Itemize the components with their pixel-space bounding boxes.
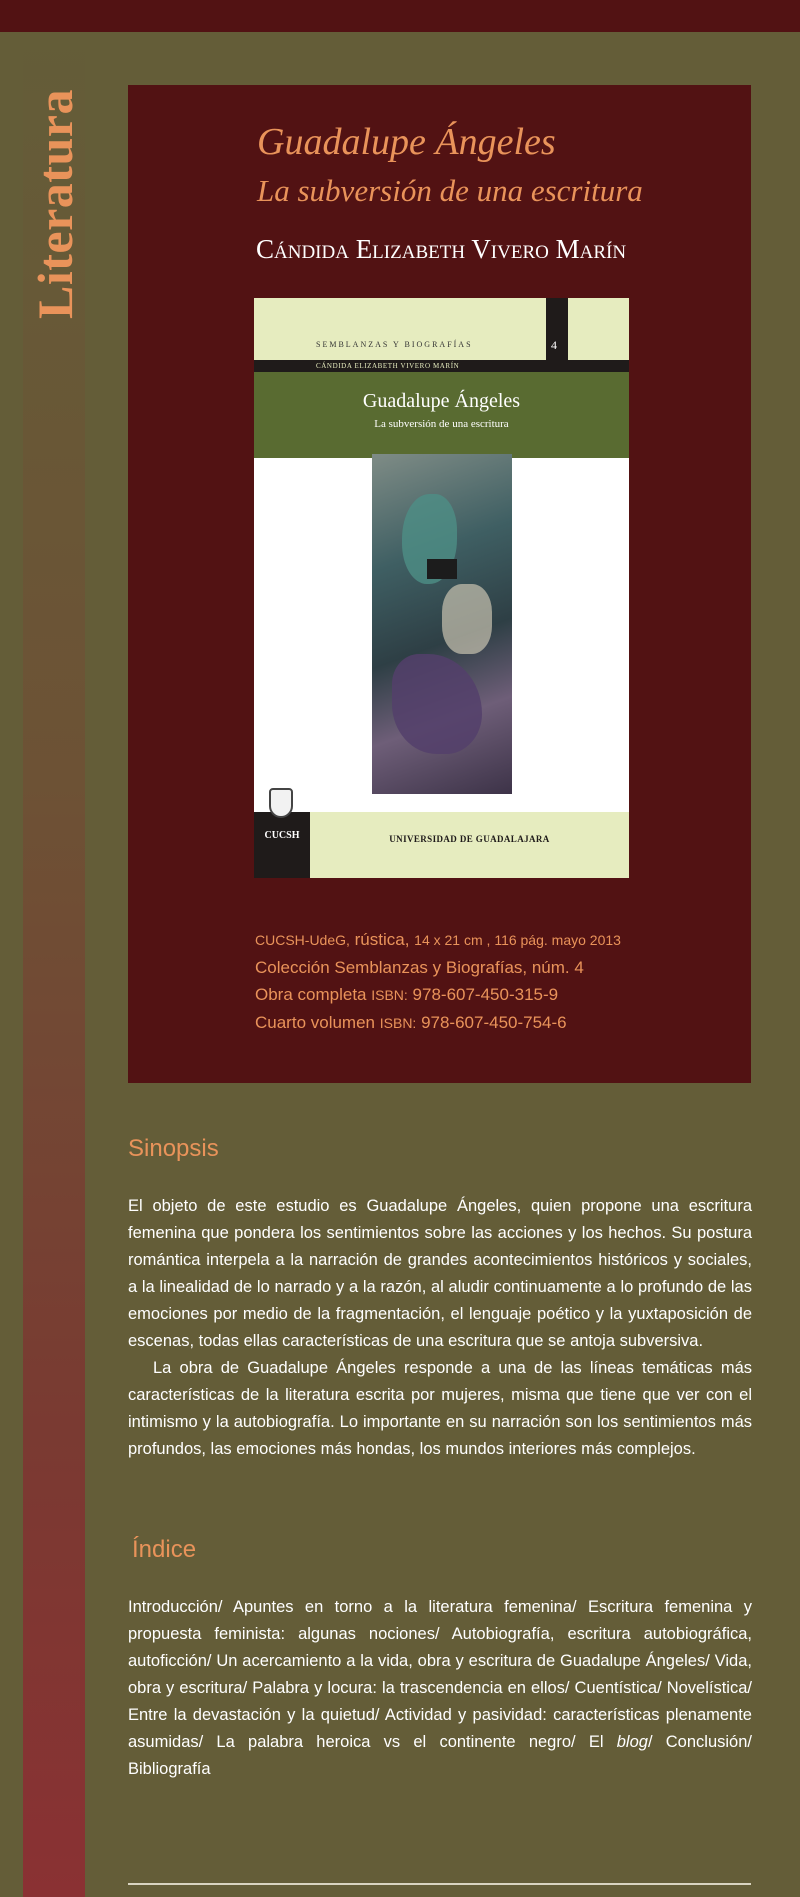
cover-author: CÁNDIDA ELIZABETH VIVERO MARÍN — [316, 362, 460, 370]
synopsis-text — [128, 1193, 752, 1463]
synopsis-paragraph: El objeto de este estudio es Guadalupe Ángeles, quien propone una escritura femenina que pondera los sentimientos sobre las acciones y los hechos. Su postura romántica interpela a la narración de grandes acontecimientos históricos y sociales, a la linealidad de lo narrado y a la razón, al aludir continuamente a lo profundo de las emociones por medio de la fragmentación, el lenguaje poético y la yuxtaposición de escenas, todas ellas características de una escritura que se antoja subversiva. — [128, 1197, 752, 1350]
cover-logo-block — [254, 812, 310, 878]
cover-artwork — [372, 454, 512, 794]
meta-collection: Colección Semblanzas y Biografías, núm. 4 — [255, 958, 584, 977]
cover-number-bar — [546, 298, 568, 360]
meta-line-publication — [255, 926, 621, 954]
cover-university: UNIVERSIDAD DE GUADALAJARA — [389, 834, 550, 844]
meta-volume-isbn-line — [255, 1009, 621, 1037]
cover-top-band — [254, 298, 629, 360]
index-text-italic: blog — [616, 1733, 648, 1751]
index-text — [128, 1594, 752, 1783]
index-text-main: Introducción/ Apuntes en torno a la literatura femenina/ Escritura femenina y propuesta feminista: algunas nociones/ Autobiografía, escritura autobiográfica, autoficción/ Un acercamiento a la vida, obra y escritura de Guadalupe Ángeles/ Vida, obra y escritura/ Palabra y locura: la trascendencia en ellos/ Cuentística/ Novelística/ Entre la devastación y la quietud/ Actividad y pasividad: características plenamente asumidas/ La palabra heroica vs el continente negro/ El — [128, 1598, 752, 1751]
meta-volume-isbn-label: ISBN: — [379, 1015, 417, 1031]
cover-bottom-band — [310, 812, 629, 878]
artwork-figure-shape — [392, 654, 482, 754]
artwork-hat-shape — [427, 559, 457, 579]
cover-title: Guadalupe Ángeles — [362, 390, 521, 412]
book-title: Guadalupe Ángeles — [257, 121, 556, 163]
cover-subtitle: La subversión de una escritura — [374, 418, 509, 430]
index-heading: Índice — [132, 1536, 197, 1563]
meta-binding: rústica, — [354, 930, 410, 949]
artwork-figure-shape — [442, 584, 492, 654]
top-band — [0, 0, 800, 32]
book-author: Cándida Elizabeth Vivero Marín — [256, 234, 627, 264]
synopsis-paragraph: La obra de Guadalupe Ángeles responde a una de las líneas temáticas más características de la literatura escrita por mujeres, misma que tiene que ver con el intimismo y la autobiografía. Lo importante en su narración son los sentimientos más profundos, las emociones más hondas, los mundos interiores más complejos. — [128, 1359, 752, 1458]
meta-complete-isbn: 978-607-450-315-9 — [412, 985, 559, 1004]
cover-publisher-logo: CUCSH — [264, 830, 300, 841]
meta-volume-label: Cuarto volumen — [255, 1013, 376, 1032]
cover-series: SEMBLANZAS Y BIOGRAFÍAS — [316, 340, 473, 349]
cover-title-band — [254, 372, 629, 458]
meta-complete-isbn-label: ISBN: — [371, 987, 408, 1003]
university-crest-icon — [269, 788, 293, 818]
section-label-text: Literatura — [27, 89, 83, 319]
meta-volume-isbn: 978-607-450-754-6 — [421, 1013, 567, 1032]
bottom-divider — [128, 1883, 751, 1885]
section-label — [26, 84, 84, 324]
cover-number: 4 — [551, 338, 557, 352]
synopsis-heading: Sinopsis — [128, 1135, 219, 1162]
meta-publisher: CUCSH-UdeG, — [255, 932, 350, 948]
book-metadata — [255, 926, 621, 1037]
meta-complete-label: Obra completa — [255, 985, 367, 1004]
book-cover-image — [254, 298, 629, 878]
index-text-end: / Conclusión/ Bibliografía — [128, 1733, 752, 1778]
book-subtitle: La subversión de una escritura — [257, 173, 643, 208]
meta-complete-isbn-line — [255, 981, 621, 1009]
meta-details: 14 x 21 cm , 116 pág. mayo 2013 — [414, 932, 621, 948]
index-paragraph — [128, 1594, 752, 1783]
